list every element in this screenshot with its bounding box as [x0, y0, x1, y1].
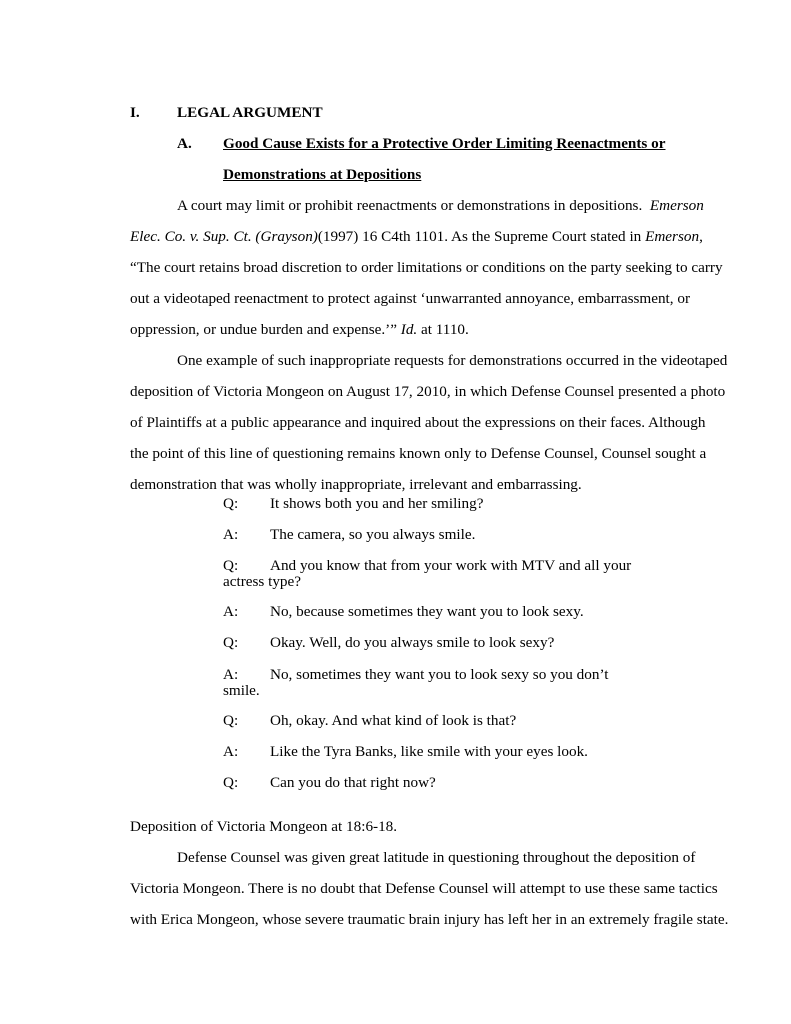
para1-line1 — [177, 197, 704, 215]
transcript-wrap-text: actress type? — [223, 573, 302, 590]
transcript-entry — [223, 603, 584, 621]
para3-line2: Victoria Mongeon. There is no doubt that Defense Counsel will attempt to use these same tactics — [130, 880, 718, 897]
transcript-text: No, sometimes they want you to look sexy so you don’t — [270, 666, 609, 683]
para1-line5 — [130, 321, 469, 339]
speaker-label: Q: — [223, 774, 239, 791]
speaker-label: Q: — [223, 557, 239, 574]
para2-line5: demonstration that was wholly inappropriate, irrelevant and embarrassing. — [130, 476, 582, 493]
transcript-entry — [223, 495, 483, 513]
transcript-text: No, because sometimes they want you to look sexy. — [270, 603, 584, 620]
speaker-label: Q: — [223, 634, 239, 651]
case-name-continued: Elec. Co. v. Sup. Ct. (Grayson) — [130, 228, 318, 245]
speaker-label: A: — [223, 526, 239, 543]
deposition-citation: Deposition of Victoria Mongeon at 18:6-18. — [130, 818, 398, 835]
transcript-entry — [223, 526, 475, 544]
transcript-text: Okay. Well, do you always smile to look sexy? — [270, 634, 555, 651]
transcript-entry — [223, 774, 436, 792]
transcript-entry — [223, 743, 588, 761]
speaker-label: A: — [223, 666, 239, 683]
para2-line2: deposition of Victoria Mongeon on August 17, 2010, in which Defense Counsel presented a photo — [130, 383, 726, 400]
section-number: I. — [130, 104, 140, 121]
para1-line3: “The court retains broad discretion to order limitations or conditions on the party seeking to carry — [130, 259, 723, 276]
para1-line1-text: A court may limit or prohibit reenactments or demonstrations in depositions. — [177, 197, 643, 214]
para1-line5-text: oppression, or undue burden and expense.’” — [130, 321, 401, 338]
para3-line1: Defense Counsel was given great latitude in questioning throughout the deposition of — [177, 849, 696, 866]
transcript-text: And you know that from your work with MTV and all your — [270, 557, 632, 574]
para3-line3: with Erica Mongeon, whose severe traumatic brain injury has left her in an extremely fragile state. — [130, 911, 729, 928]
transcript-text: It shows both you and her smiling? — [270, 495, 484, 512]
transcript-entry — [223, 666, 609, 699]
id-citation: Id. — [400, 321, 418, 338]
para2-line4: the point of this line of questioning remains known only to Defense Counsel, Counsel sought a — [130, 445, 707, 462]
transcript-text: The camera, so you always smile. — [270, 526, 476, 543]
transcript-text: Can you do that right now? — [270, 774, 436, 791]
para1-line2 — [130, 228, 703, 246]
transcript-entry — [223, 712, 516, 730]
subsection-letter: A. — [177, 135, 192, 152]
speaker-label: A: — [223, 743, 239, 760]
para1-line2-text: (1997) 16 C4th 1101. As the Supreme Court stated in — [317, 228, 646, 245]
para1-line4: out a videotaped reenactment to protect against ‘unwarranted annoyance, embarrassment, or — [130, 290, 691, 307]
para2-line1: One example of such inappropriate requests for demonstrations occurred in the videotaped — [177, 352, 728, 369]
para1-line5-tail: at 1110. — [417, 321, 469, 338]
transcript-text: Like the Tyra Banks, like smile with your eyes look. — [270, 743, 588, 760]
speaker-label: Q: — [223, 495, 239, 512]
transcript-wrap-text: smile. — [223, 682, 260, 699]
section-title: LEGAL ARGUMENT — [177, 104, 323, 121]
case-name-emerson-2: Emerson — [645, 228, 700, 245]
transcript-text: Oh, okay. And what kind of look is that? — [270, 712, 517, 729]
speaker-label: Q: — [223, 712, 239, 729]
para1-line2-tail: , — [699, 228, 703, 245]
case-name-emerson: Emerson — [649, 197, 704, 214]
transcript-entry — [223, 557, 632, 590]
para2-line3: of Plaintiffs at a public appearance and inquired about the expressions on their faces. Although — [130, 414, 706, 431]
transcript-entry — [223, 634, 554, 652]
subsection-title-line2: Demonstrations at Depositions — [223, 166, 422, 183]
subsection-title-line1: Good Cause Exists for a Protective Order Limiting Reenactments or — [223, 135, 666, 152]
speaker-label: A: — [223, 603, 239, 620]
